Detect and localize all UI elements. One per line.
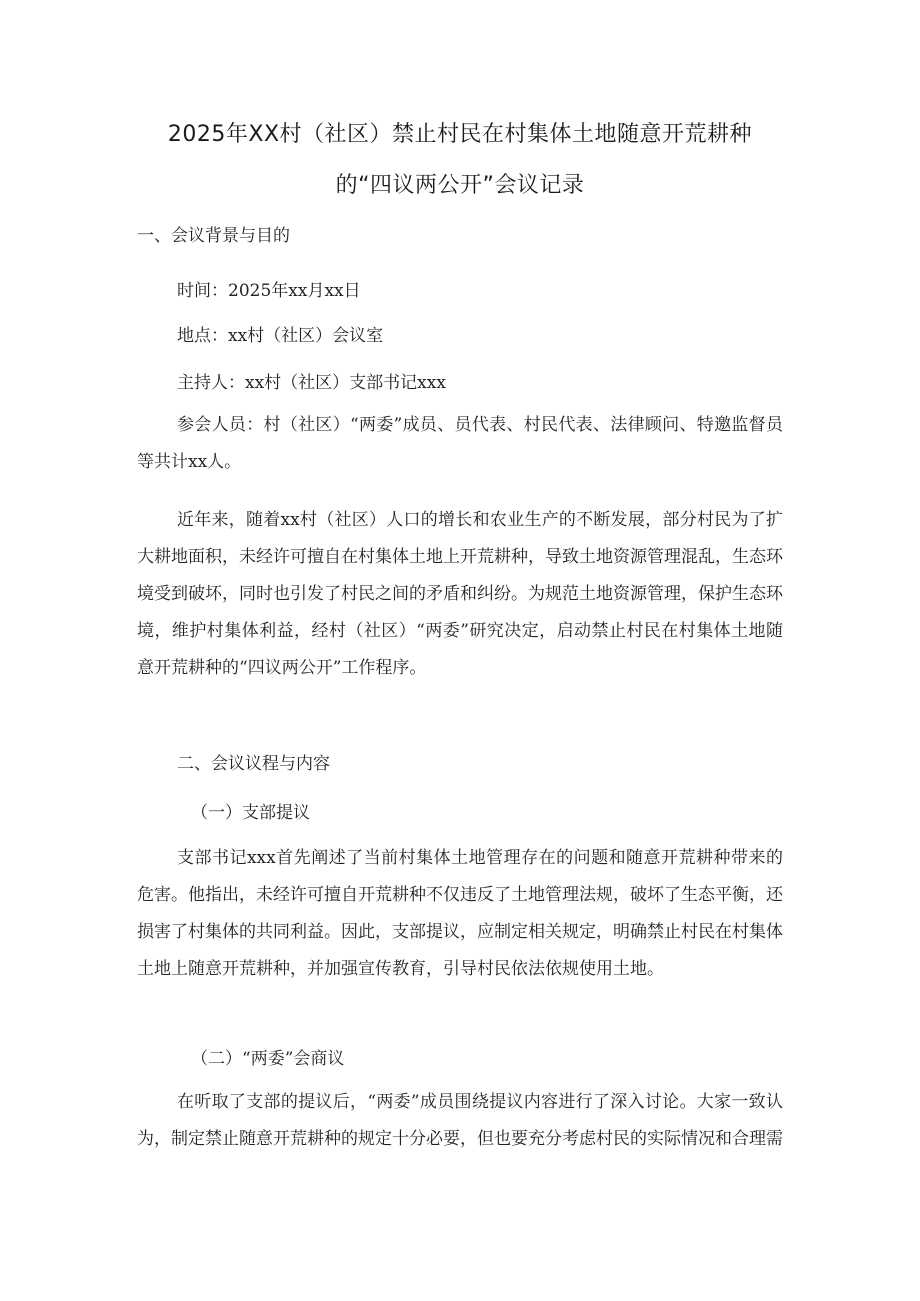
document-title-line-2: 的“四议两公开”会议记录 (335, 173, 585, 198)
meeting-place: 地点：xx村（社区）会议室 (177, 326, 384, 346)
subsection-heading-committee-discussion: （二）“两委”会商议 (191, 1049, 345, 1069)
branch-proposal-paragraph: 支部书记xxx首先阐述了当前村集体土地管理存在的问题和随意开荒耕种带来的危害。他指出，未经许可擅自开荒耕种不仅违反了土地管理法规，破坏了生态平衡，还损害了村集体的共同利益。因此，支部提议，应制定相关规定，明确禁止村民在村集体土地上随意开荒耕种，并加强宣传教育，引导村民依法依规使用土地。 (137, 848, 783, 979)
subsection-heading-branch-proposal: （一）支部提议 (191, 803, 310, 823)
meeting-host: 主持人：xx村（社区）支部书记xxx (177, 373, 446, 393)
background-paragraph: 近年来，随着xx村（社区）人口的增长和农业生产的不断发展，部分村民为了扩大耕地面积，未经许可擅自在村集体土地上开荒耕种，导致土地资源管理混乱，生态环境受到破坏，同时也引发了村民之间的矛盾和纠纷。为规范土地资源管理，保护生态环境，维护村集体利益，经村（社区）“两委”研究决定，启动禁止村民在村集体土地随意开荒耕种的“四议两公开”工作程序。 (137, 510, 783, 678)
meeting-time: 时间：2025年xx月xx日 (177, 281, 361, 301)
section-heading-agenda: 二、会议议程与内容 (177, 754, 330, 774)
section-heading-background: 一、会议背景与目的 (137, 226, 290, 246)
meeting-attendees: 参会人员：村（社区）“两委”成员、员代表、村民代表、法律顾问、特邀监督员等共计xx人。 (137, 415, 783, 472)
committee-discussion-paragraph: 在听取了支部的提议后，“两委”成员围绕提议内容进行了深入讨论。大家一致认为，制定禁止随意开荒耕种的规定十分必要，但也要充分考虑村民的实际情况和合理需 (137, 1092, 783, 1149)
document-title-line-1: 2025年XX村（社区）禁止村民在村集体土地随意开荒耕种 (167, 122, 753, 147)
